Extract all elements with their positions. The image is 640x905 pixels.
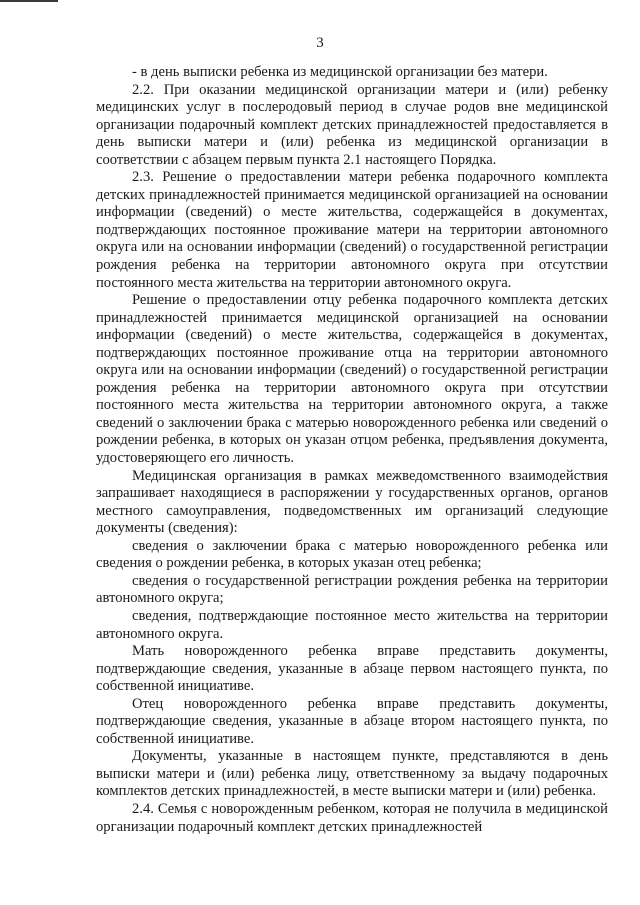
paragraph-marriage-birth-info: сведения о заключении брака с матерью новорожденного ребенка или сведения о рождении ребенка, в которых указан отец ребенка; — [96, 537, 608, 572]
paragraph-2-4: 2.4. Семья с новорожденным ребенком, которая не получила в медицинской организации подарочный комплект детских принадлежностей — [96, 800, 608, 835]
paragraph-father-decision: Решение о предоставлении отцу ребенка подарочного комплекта детских принадлежностей принимается медицинской организацией на основании информации (сведений) о месте жительства, содержащейся в документах, подтверждающих постоянное проживание отца на территории автономного округа или на основании информации (сведений) о государственной регистрации рождения ребенка на территории автономного округа при отсутствии постоянного места жительства на территории автономного округа, а также сведений о заключении брака с матерью новорожденного ребенка или сведений о рождении ребенка, в которых он указан отцом ребенка, предъявления документа, удостоверяющего его личность. — [96, 292, 608, 467]
paragraph-mother-right: Мать новорожденного ребенка вправе представить документы, подтверждающие сведения, указанные в абзаце первом настоящего пункта, по собственной инициативе. — [96, 643, 608, 695]
paragraph-residence-info: сведения, подтверждающие постоянное место жительства на территории автономного округа. — [96, 607, 608, 642]
paragraph-2-3: 2.3. Решение о предоставлении матери ребенка подарочного комплекта детских принадлежностей принимается медицинской организацией на основании информации (сведений) о месте жительства, содержащейся в документах, подтверждающих постоянное проживание матери на территории автономного округа или на основании информации (сведений) о государственной регистрации рождения ребенка на территории автономного округа при отсутствии постоянного места жительства на территории автономного округа. — [96, 169, 608, 291]
document-body — [96, 64, 608, 836]
page-number: 3 — [316, 35, 324, 51]
paragraph-interagency-request: Медицинская организация в рамках межведомственного взаимодействия запрашивает находящиеся в распоряжении у государственных органов, органов местного самоуправления, подведомственных им организаций следующие документы (сведения): — [96, 467, 608, 537]
paragraph-discharge-without-mother: - в день выписки ребенка из медицинской организации без матери. — [132, 64, 548, 80]
paragraph-documents-submission: Документы, указанные в настоящем пункте, представляются в день выписки матери и (или) ребенка лицу, ответственному за выдачу подарочных комплектов детских принадлежностей, в месте выписки матери и (или) ребенка. — [96, 748, 608, 800]
paragraph-birth-registration: сведения о государственной регистрации рождения ребенка на территории автономного округа; — [96, 572, 608, 607]
paragraph-father-right: Отец новорожденного ребенка вправе представить документы, подтверждающие сведения, указанные в абзаце втором настоящего пункта, по собственной инициативе. — [96, 695, 608, 747]
top-rule — [0, 0, 58, 2]
paragraph-2-2: 2.2. При оказании медицинской организации матери и (или) ребенку медицинских услуг в послеродовый период в случае родов вне медицинской организации подарочный комплект детских принадлежностей предоставляется в день выписки матери и (или) ребенка из медицинской организации в соответствии с абзацем первым пункта 2.1 настоящего Порядка. — [96, 81, 608, 168]
